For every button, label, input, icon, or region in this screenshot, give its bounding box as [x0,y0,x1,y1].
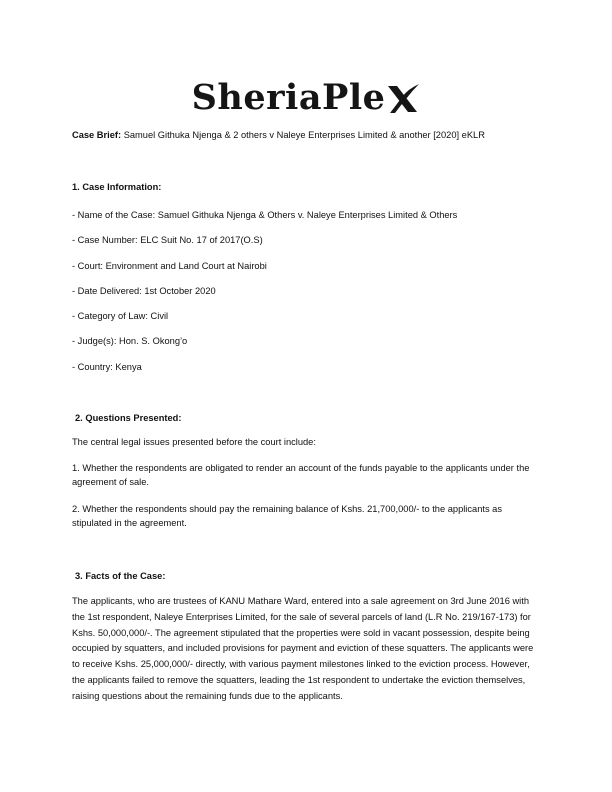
document-body [72,128,542,701]
logo-x-mark-icon [386,83,420,115]
question-1: 1. Whether the respondents are obligated to render an account of the funds payable to the applicants under the agreement of sale. [72,463,530,487]
section-questions-heading: 2. Questions Presented: [75,413,182,423]
case-information-list [72,208,457,385]
questions-intro: The central legal issues presented before the court include: [72,437,316,447]
sheriaplex-logo [0,76,612,120]
case-info-date: - Date Delivered: 1st October 2020 [72,285,216,296]
case-info-court: - Court: Environment and Land Court at Nairobi [72,260,267,271]
case-brief-label: Case Brief: [72,130,122,140]
case-info-country: - Country: Kenya [72,361,142,372]
question-2: 2. Whether the respondents should pay the remaining balance of Kshs. 21,700,000/- to the applicants as stipulated in the agreement. [72,504,502,528]
case-brief-title: Samuel Githuka Njenga & 2 others v Naleye Enterprises Limited & another [2020] eKLR [123,130,485,140]
facts-paragraph: The applicants, who are trustees of KANU Mathare Ward, entered into a sale agreement on 3rd June 2016 with the 1st respondent, Naleye Enterprises Limited, for the sale of several parcels of land (L.R No. 219/167-173) for Kshs. 50,000,000/-. The agreement stipulated that the properties were sold in vacant possession, despite being occupied by squatters, and included provisions for payment and eviction of these squatters. The applicants were to receive Kshs. 25,000,000/- directly, with various payment milestones linked to the eviction process. However, the applicants failed to remove the squatters, leading the 1st respondent to undertake the eviction themselves, raising questions about the remaining funds due to the applicants. [72,596,534,701]
case-brief-line [72,128,542,142]
case-info-category: - Category of Law: Civil [72,311,169,322]
case-info-judge: - Judge(s): Hon. S. Okong’o [72,336,188,347]
logo-text: SheriaPle [191,77,386,118]
case-info-number: - Case Number: ELC Suit No. 17 of 2017(O.S) [72,235,263,246]
section-case-information-heading: 1. Case Information: [72,182,162,192]
section-facts-heading: 3. Facts of the Case: [75,571,166,581]
case-info-name: - Name of the Case: Samuel Githuka Njenga & Others v. Naleye Enterprises Limited & Others [72,210,458,220]
